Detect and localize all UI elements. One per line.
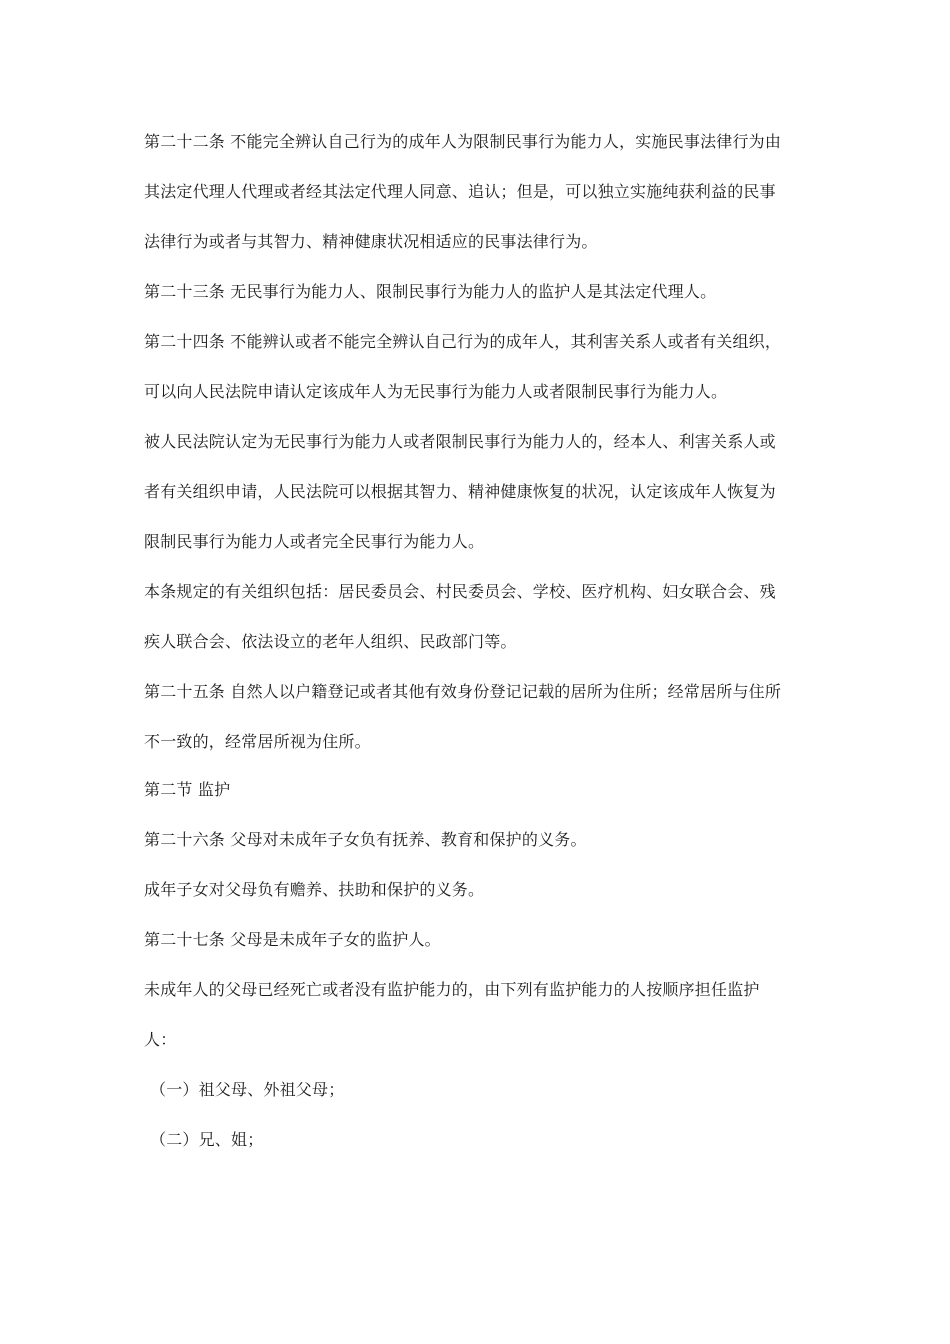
text-line: 可以向人民法院申请认定该成年人为无民事行为能力人或者限制民事行为能力人。	[144, 382, 728, 401]
list-item: （一）祖父母、外祖父母；	[150, 1080, 345, 1099]
text-line: 成年子女对父母负有赡养、扶助和保护的义务。	[144, 880, 485, 899]
text-line: 被人民法院认定为无民事行为能力人或者限制民事行为能力人的，经本人、利害关系人或	[144, 432, 776, 451]
text-line: 第二十三条 无民事行为能力人、限制民事行为能力人的监护人是其法定代理人。	[144, 282, 717, 301]
text-line: 法律行为或者与其智力、精神健康状况相适应的民事法律行为。	[144, 232, 598, 251]
text-line: 本条规定的有关组织包括：居民委员会、村民委员会、学校、医疗机构、妇女联合会、残	[144, 582, 776, 601]
text-line: 疾人联合会、依法设立的老年人组织、民政部门等。	[144, 632, 517, 651]
text-line: 第二十七条 父母是未成年子女的监护人。	[144, 930, 441, 949]
list-item: （二）兄、姐；	[150, 1130, 264, 1149]
text-line: 未成年人的父母已经死亡或者没有监护能力的，由下列有监护能力的人按顺序担任监护	[144, 980, 760, 999]
text-line: 第二十四条 不能辨认或者不能完全辨认自己行为的成年人，其利害关系人或者有关组织，	[144, 332, 782, 351]
text-line: 者有关组织申请，人民法院可以根据其智力、精神健康恢复的状况，认定该成年人恢复为	[144, 482, 776, 501]
text-line: 限制民事行为能力人或者完全民事行为能力人。	[144, 532, 485, 551]
text-line: 第二十二条 不能完全辨认自己行为的成年人为限制民事行为能力人，实施民事法律行为由	[144, 132, 782, 151]
text-line: 不一致的，经常居所视为住所。	[144, 732, 371, 751]
section-heading: 第二节 监护	[144, 780, 231, 799]
text-line: 人：	[144, 1030, 177, 1049]
text-line: 第二十五条 自然人以户籍登记或者其他有效身份登记记载的居所为住所；经常居所与住所	[144, 682, 782, 701]
text-line: 第二十六条 父母对未成年子女负有抚养、教育和保护的义务。	[144, 830, 587, 849]
text-line: 其法定代理人代理或者经其法定代理人同意、追认；但是，可以独立实施纯获利益的民事	[144, 182, 776, 201]
